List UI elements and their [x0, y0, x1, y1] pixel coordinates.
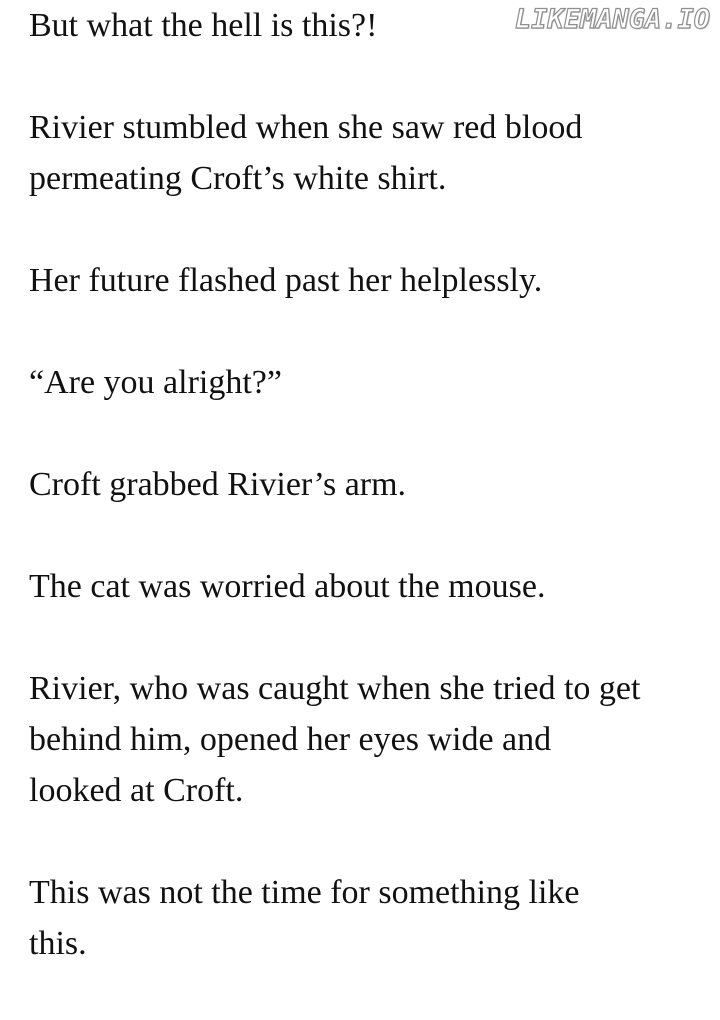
text-line: this. [29, 925, 87, 962]
text-line: permeating Croft’s white shirt. [29, 160, 447, 197]
paragraph-7 [29, 663, 709, 816]
paragraph-3 [29, 255, 709, 306]
text-line: “Are you alright?” [29, 364, 282, 401]
paragraph-8 [29, 867, 709, 969]
paragraph-4 [29, 357, 709, 408]
paragraph-6 [29, 561, 709, 612]
paragraph-1 [29, 0, 709, 51]
text-line: Croft grabbed Rivier’s arm. [29, 466, 407, 503]
text-line: Her future flashed past her helplessly. [29, 262, 543, 299]
text-line: This was not the time for something like [29, 874, 580, 911]
text-line: Rivier, who was caught when she tried to get [29, 670, 641, 707]
story-text [29, 0, 709, 1020]
text-line: Rivier stumbled when she saw red blood [29, 109, 583, 146]
text-line: But what the hell is this?! [29, 7, 378, 44]
paragraph-2 [29, 102, 709, 204]
paragraph-5 [29, 459, 709, 510]
text-line: The cat was worried about the mouse. [29, 568, 546, 605]
text-line: looked at Croft. [29, 772, 244, 809]
text-line: behind him, opened her eyes wide and [29, 721, 552, 758]
watermark-logo: LIKEMANGA.IO [514, 4, 710, 35]
